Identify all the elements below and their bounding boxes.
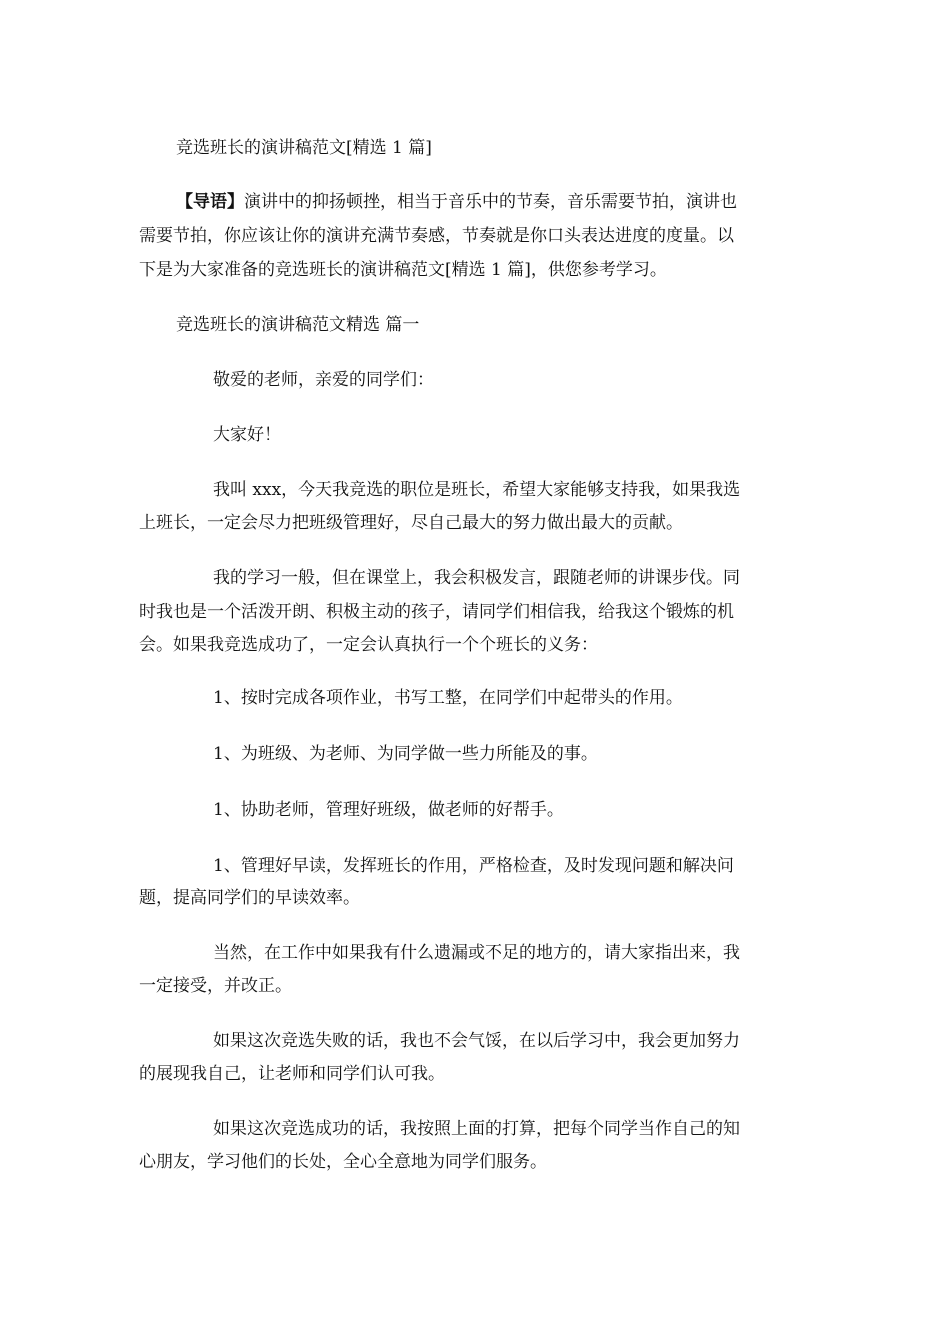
intro-line-2: 需要节拍，你应该让你的演讲充满节奏感，节奏就是你口头表达进度的度量。以 xyxy=(139,226,734,246)
paragraph-2-line-1: 我的学习一般，但在课堂上，我会积极发言，跟随老师的讲课步伐。同 xyxy=(213,568,740,588)
list-item-4-line-1: 1、管理好早读，发挥班长的作用，严格检查，及时发现问题和解决问 xyxy=(213,856,734,876)
paragraph-1-line-2: 上班长，一定会尽力把班级管理好，尽自己最大的努力做出最大的贡献。 xyxy=(139,513,683,533)
section-heading: 竞选班长的演讲稿范文精选 篇一 xyxy=(176,315,420,335)
list-item-4-line-2: 题，提高同学们的早读效率。 xyxy=(139,888,360,908)
paragraph-3-line-1: 当然，在工作中如果我有什么遗漏或不足的地方的，请大家指出来，我 xyxy=(213,943,740,963)
document-title: 竞选班长的演讲稿范文[精选 1 篇] xyxy=(176,138,432,158)
paragraph-1-line-1: 我叫 xxx，今天我竞选的职位是班长，希望大家能够支持我，如果我选 xyxy=(213,480,741,500)
greeting: 敬爱的老师，亲爱的同学们： xyxy=(213,370,434,390)
paragraph-5-line-1: 如果这次竞选成功的话，我按照上面的打算，把每个同学当作自己的知 xyxy=(213,1119,740,1139)
intro-line-3: 下是为大家准备的竞选班长的演讲稿范文[精选 1 篇]，供您参考学习。 xyxy=(139,260,667,280)
hello: 大家好！ xyxy=(213,425,281,445)
list-item-1: 1、按时完成各项作业，书写工整，在同学们中起带头的作用。 xyxy=(213,688,683,708)
paragraph-3-line-2: 一定接受，并改正。 xyxy=(139,976,292,996)
paragraph-4-line-1: 如果这次竞选失败的话，我也不会气馁，在以后学习中，我会更加努力 xyxy=(213,1031,740,1051)
intro-tag: 【导语】 xyxy=(176,192,244,212)
paragraph-4-line-2: 的展现我自己，让老师和同学们认可我。 xyxy=(139,1064,445,1084)
paragraph-2-line-2: 时我也是一个活泼开朗、积极主动的孩子，请同学们相信我，给我这个锻炼的机 xyxy=(139,602,734,622)
paragraph-5-line-2: 心朋友，学习他们的长处，全心全意地为同学们服务。 xyxy=(139,1152,547,1172)
list-item-2: 1、为班级、为老师、为同学做一些力所能及的事。 xyxy=(213,744,598,764)
list-item-3: 1、协助老师，管理好班级，做老师的好帮手。 xyxy=(213,800,564,820)
intro-line-1 xyxy=(176,187,846,218)
paragraph-2-line-3: 会。如果我竞选成功了，一定会认真执行一个个班长的义务： xyxy=(139,635,598,655)
intro-text-1: 演讲中的抑扬顿挫，相当于音乐中的节奏，音乐需要节拍，演讲也 xyxy=(244,192,737,212)
